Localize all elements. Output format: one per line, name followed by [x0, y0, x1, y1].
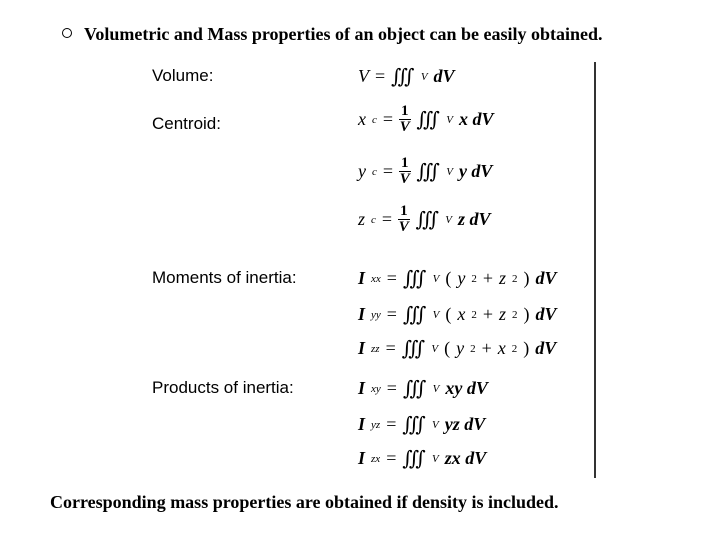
- vertical-divider: [594, 62, 596, 478]
- label-volume: Volume:: [152, 66, 214, 85]
- eq-xc: x c = $\frac{1}{V}$ ∭ V x dV: [358, 103, 494, 135]
- eq-yc: y c = $\frac{1}{V}$ ∭ V y dV: [358, 155, 493, 187]
- bullet-icon: [62, 28, 72, 38]
- eq-izz: I zz = ∭ V ( y 2 + x 2 ) dV: [358, 338, 557, 360]
- label-centroid: Centroid:: [152, 114, 221, 133]
- label-products: Products of inertia:: [152, 378, 294, 397]
- eq-iyz: I yz = ∭ V yz dV: [358, 414, 486, 436]
- header-text: Volumetric and Mass properties of an object can be easily obtained.: [84, 24, 603, 44]
- eq-zc: z c = $\frac{1}{V}$ ∭ V z dV: [358, 203, 491, 235]
- eq-ixx: I xx = ∭ V ( y 2 + z 2 ) dV: [358, 268, 557, 290]
- label-moments: Moments of inertia:: [152, 268, 297, 287]
- eq-iyy: I yy = ∭ V ( x 2 + z 2 ) dV: [358, 304, 557, 326]
- eq-izx: I zx = ∭ V zx dV: [358, 448, 487, 470]
- footer-text: Corresponding mass properties are obtained if density is included.: [50, 492, 559, 512]
- bullet-header: [62, 24, 602, 45]
- eq-volume: V = ∭ V dV: [358, 66, 455, 88]
- eq-ixy: I xy = ∭ V xy dV: [358, 378, 488, 400]
